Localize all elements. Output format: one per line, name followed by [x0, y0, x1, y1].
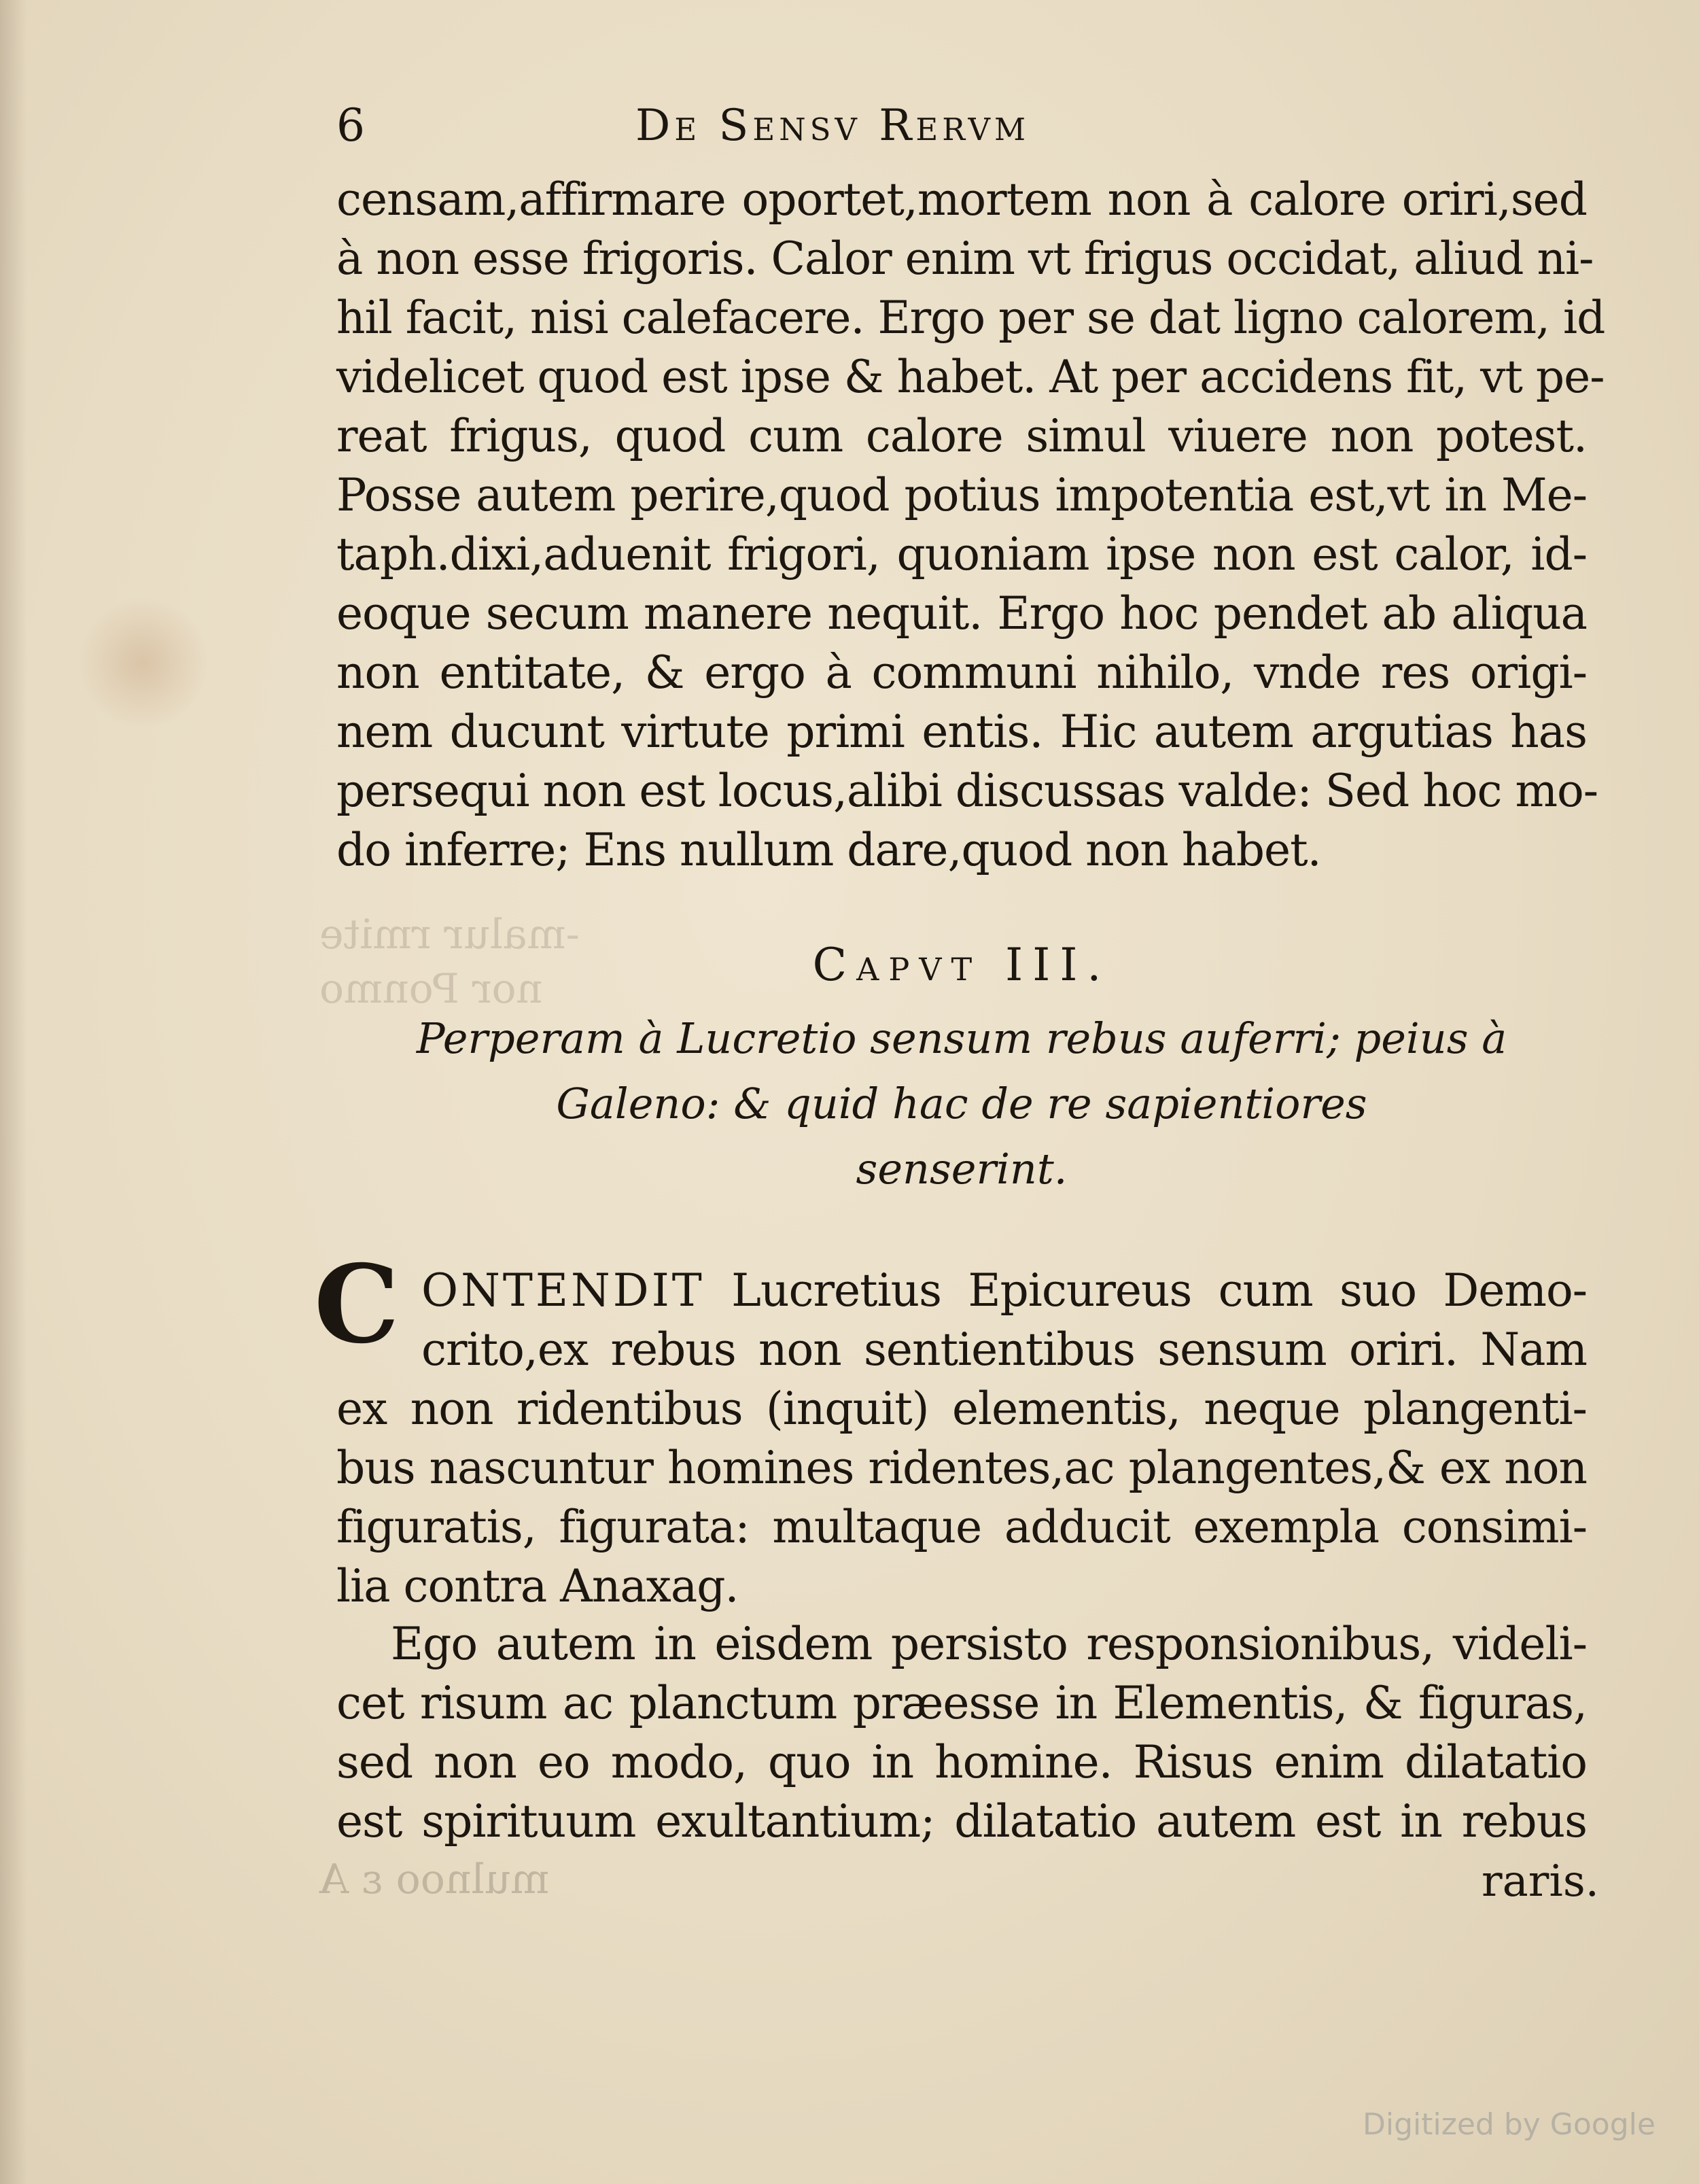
text-line: videlicet quod est ipse & habet. At per accidens fit, vt pe-	[336, 351, 1605, 403]
text-line: nem ducunt virtute primi entis. Hic autem argutias has	[336, 706, 1587, 758]
text-line: lia contra Anaxag.	[336, 1560, 739, 1612]
text-line: est spirituum exultantium; dilatatio autem est in rebus	[336, 1795, 1587, 1848]
drop-cap: C	[314, 1242, 400, 1368]
catchword: raris.	[1482, 1856, 1599, 1907]
text-line: non entitate, & ergo à communi nihilo, vnde res origi-	[336, 646, 1587, 699]
text-line: reat frigus, quod cum calore simul viuere non potest.	[336, 410, 1587, 462]
text-line: censam,affirmare oportet,mortem non à calore oriri,sed	[336, 173, 1587, 226]
chapter-summary	[336, 1006, 1587, 1202]
text-line: Ego autem in eisdem persisto responsionibus, videli-	[391, 1618, 1587, 1670]
text-line: cet risum ac planctum præesse in Elementis, & figuras,	[336, 1677, 1587, 1729]
bleed-through-text: mulnoo ε A	[319, 1856, 550, 1903]
paragraph-chapter-opening	[336, 1261, 1587, 1616]
text-line: Posse autem perire,quod potius impotentia est,vt in Me-	[336, 469, 1587, 521]
text-line: figuratis, figurata: multaque adducit exempla consimi-	[336, 1501, 1587, 1553]
paragraph-response	[336, 1614, 1587, 1851]
paper-stain	[75, 598, 211, 727]
text-line: eoque secum manere nequit. Ergo hoc pendet ab aliqua	[336, 587, 1587, 640]
bleed-through-text: nor Ponmo	[319, 965, 543, 1013]
page-edge-shadow	[0, 0, 27, 2184]
text-line: taph.dixi,aduenit frigori, quoniam ipse non est calor, id-	[336, 528, 1587, 580]
page-header	[336, 95, 1356, 156]
bleed-through-text: -malur rmite	[319, 911, 580, 958]
text-line: bus nascuntur homines ridentes,ac plangentes,& ex non	[336, 1442, 1587, 1494]
summary-line: Perperam à Lucretio sensum rebus auferri; peius à	[416, 1013, 1507, 1063]
text-line: do inferre; Ens nullum dare,quod non habet.	[336, 824, 1321, 876]
page-number: 6	[336, 99, 365, 152]
running-head: De Sensv Rervm	[635, 101, 1030, 151]
chapter-heading: Capvt III.	[812, 939, 1111, 991]
text-line: ex non ridentibus (inquit) elementis, neque plangenti-	[336, 1383, 1587, 1435]
digitization-watermark: Digitized by Google	[1363, 2107, 1656, 2142]
first-word-small-caps: ONTENDIT	[421, 1264, 705, 1317]
text-line: hil facit, nisi calefacere. Ergo per se dat ligno calorem, id	[336, 292, 1605, 344]
text-line: crito,ex rebus non sentientibus sensum oriri. Nam	[421, 1323, 1587, 1376]
text-line	[421, 1261, 1587, 1320]
paragraph-continued	[336, 170, 1605, 880]
first-line-text: Lucretius Epicureus cum suo Demo-	[731, 1264, 1588, 1317]
summary-line: senserint.	[856, 1144, 1068, 1194]
text-line: sed non eo modo, quo in homine. Risus enim dilatatio	[336, 1736, 1587, 1788]
summary-line: Galeno: & quid hac de re sapientiores	[556, 1079, 1367, 1128]
text-line: persequi non est locus,alibi discussas valde: Sed hoc mo-	[336, 765, 1598, 817]
text-line: à non esse frigoris. Calor enim vt frigus occidat, aliud ni-	[336, 232, 1594, 285]
